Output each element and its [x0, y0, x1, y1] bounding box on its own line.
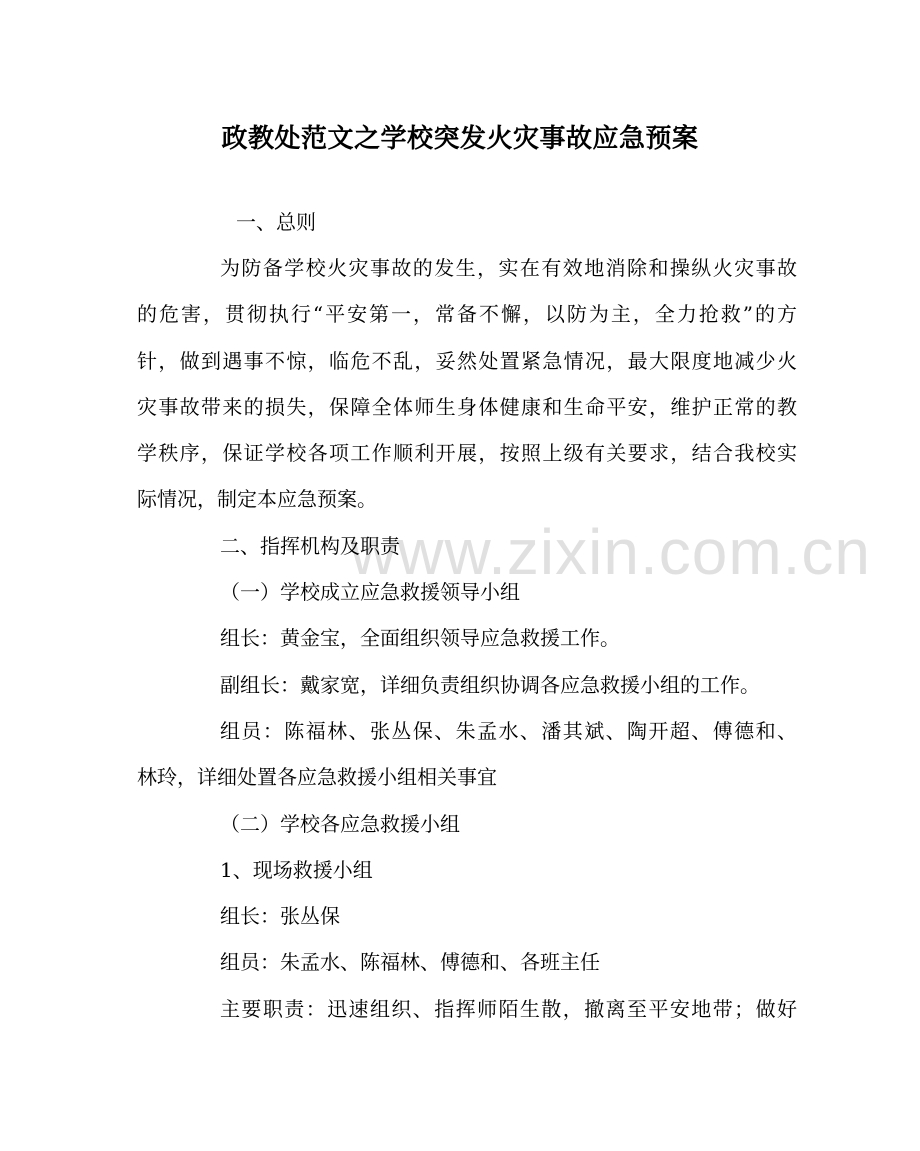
leader-line: 组长：黄金宝，全面组织领导应急救援工作。 — [220, 626, 620, 650]
paragraph-line: 的危害，贯彻执行“平安第一，常备不懈，以防为主，全力抢救”的方 — [137, 302, 797, 326]
section-heading-general: 一、总则 — [236, 210, 316, 234]
team-heading: 1、现场救援小组 — [220, 858, 373, 882]
paragraph-line: 为防备学校火灾事故的发生，实在有效地消除和操纵火灾事故 — [220, 256, 797, 280]
section-heading-command: 二、指挥机构及职责 — [220, 534, 400, 558]
paragraph-line: 际情况，制定本应急预案。 — [137, 487, 377, 511]
document-title: 政教处范文之学校突发火灾事故应急预案 — [221, 124, 699, 154]
subsection-heading: （二）学校各应急救援小组 — [220, 812, 460, 836]
team-members-line: 组员：朱孟水、陈福林、傅德和、各班主任 — [220, 950, 600, 974]
members-line: 林玲，详细处置各应急救援小组相关事宜 — [137, 765, 497, 789]
duties-line: 主要职责：迅速组织、指挥师陌生散，撤离至平安地带；做好 — [220, 997, 797, 1021]
paragraph-line: 灾事故带来的损失，保障全体师生身体健康和生命平安，维护正常的教 — [137, 395, 797, 419]
paragraph-line: 学秩序，保证学校各项工作顺利开展，按照上级有关要求，结合我校实 — [137, 441, 797, 465]
paragraph-line: 针，做到遇事不惊，临危不乱，妥然处置紧急情况，最大限度地减少火 — [137, 349, 797, 373]
subsection-heading: （一）学校成立应急救援领导小组 — [220, 580, 520, 604]
members-line: 组员：陈福林、张丛保、朱孟水、潘其斌、陶开超、傅德和、 — [220, 719, 797, 743]
team-leader-line: 组长：张丛保 — [220, 904, 340, 928]
watermark: www.zixin.com.cn — [350, 516, 871, 588]
deputy-leader-line: 副组长：戴家宽，详细负责组织协调各应急救援小组的工作。 — [220, 673, 760, 697]
